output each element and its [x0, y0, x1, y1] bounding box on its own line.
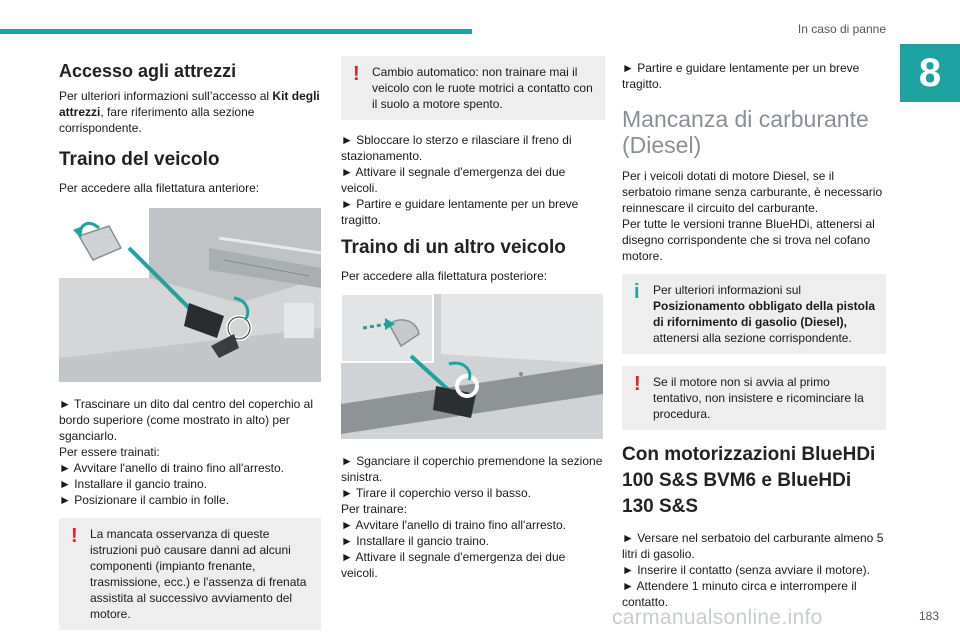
warning-exclamation-icon: !	[353, 63, 360, 85]
heading-bluehdi: Con motorizzazioni BlueHDi 100 S&S BVM6 e BlueHDi 130 S&S	[622, 444, 876, 517]
step-partire-guidare: ► Partire e guidare lentamente per un breve tragitto.	[622, 61, 860, 91]
paragraph-diesel-1: Per i veicoli dotati di motore Diesel, se il serbatoio rimane senza carburante, è necessario reinnescare il circuito del carburante.	[622, 169, 883, 215]
step-installare-gancio: ► Installare il gancio traino.	[341, 534, 489, 548]
warning-text: La mancata osservanza di queste istruzioni può causare danni ad alcuni componenti (impianto frenante, trasmissione, ecc.) e l'assenza di frenata assistita al successivo avviamento del motore.	[90, 527, 307, 621]
warning-box-cambio-automatico	[341, 56, 605, 120]
heading-accesso-attrezzi: Accesso agli attrezzi	[59, 61, 237, 81]
section-title: In caso di panne	[797, 22, 886, 36]
column-1	[59, 54, 321, 640]
column-3	[622, 54, 886, 610]
step-sganciare-coperchio: ► Sganciare il coperchio premendone la sezione sinistra.	[341, 454, 603, 484]
warning-box-motore	[622, 366, 886, 430]
warning-box-traino	[59, 518, 321, 630]
warning-exclamation-icon: !	[634, 373, 641, 395]
bold-posizionamento: Posizionamento obbligato della pistola di rifornimento di gasolio (Diesel),	[653, 299, 876, 329]
front-towing-illustration	[59, 208, 321, 382]
heading-mancanza-carburante: Mancanza di carburante (Diesel)	[622, 106, 869, 158]
rear-towing-illustration	[341, 294, 603, 439]
step-label-trainati: Per essere trainati:	[59, 445, 160, 459]
step-attivare-segnale: ► Attivare il segnale d'emergenza dei due veicoli.	[341, 550, 566, 580]
rear-bumper-illustration	[341, 294, 603, 439]
info-text: Per ulteriori informazioni sul Posizionamento obbligato della pistola di rifornimento di gasolio (Diesel), attenersi alla sezione corrispondente.	[653, 283, 876, 345]
warning-text: Cambio automatico: non trainare mai il veicolo con le ruote motrici a contatto con il suolo a motore spento.	[372, 65, 593, 111]
paragraph-filettatura-anteriore: Per accedere alla filettatura anteriore:	[59, 181, 260, 195]
warning-exclamation-icon: !	[71, 525, 78, 547]
paragraph-accesso: Per ulteriori informazioni sull’accesso al Kit degli attrezzi, fare riferimento alla sezione corrispondente.	[59, 89, 320, 135]
header-accent-bar	[0, 29, 472, 34]
paragraph-filettatura-posteriore: Per accedere alla filettatura posteriore:	[341, 269, 548, 283]
step-avvitare-anello: ► Avvitare l'anello di traino fino all'arresto.	[341, 518, 567, 532]
step-tirare-coperchio: ► Tirare il coperchio verso il basso.	[341, 486, 531, 500]
watermark: carmanualsonline.info	[612, 606, 823, 629]
info-box-pistola	[622, 274, 886, 354]
step-avvitare: ► Avvitare l'anello di traino fino all'arresto.	[59, 461, 285, 475]
heading-traino-altro-veicolo: Traino di un altro veicolo	[341, 237, 566, 258]
front-bumper-illustration	[59, 208, 321, 382]
step-folle: ► Posizionare il cambio in folle.	[59, 493, 229, 507]
step-attendere: ► Attendere 1 minuto circa e interrompere il contatto.	[622, 579, 857, 609]
column-2	[341, 54, 605, 581]
step-partire: ► Partire e guidare lentamente per un breve tragitto.	[341, 197, 579, 227]
info-icon: i	[634, 281, 640, 303]
page-number: 183	[919, 609, 940, 623]
step-inserire-contatto: ► Inserire il contatto (senza avviare il motore).	[622, 563, 870, 577]
step-trascinare: ► Trascinare un dito dal centro del coperchio al bordo superiore (come mostrato in alto) per sganciarlo.	[59, 397, 314, 443]
step-sbloccare: ► Sbloccare lo sterzo e rilasciare il freno di stazionamento.	[341, 133, 572, 163]
step-label-trainare: Per trainare:	[341, 502, 408, 516]
warning-text: Se il motore non si avvia al primo tentativo, non insistere e ricominciare la procedura.	[653, 375, 864, 421]
step-segnale-emergenza: ► Attivare il segnale d'emergenza dei due veicoli.	[341, 165, 566, 195]
bold-kit-attrezzi: Kit degli attrezzi	[59, 89, 320, 119]
step-installare: ► Installare il gancio traino.	[59, 477, 207, 491]
step-versare: ► Versare nel serbatoio del carburante almeno 5 litri di gasolio.	[622, 531, 884, 561]
heading-traino-veicolo: Traino del veicolo	[59, 149, 220, 170]
paragraph-diesel-2: Per tutte le versioni tranne BlueHDi, attenersi al disegno corrispondente che si trova nel cofano motore.	[622, 217, 875, 263]
chapter-number: 8	[900, 44, 960, 102]
